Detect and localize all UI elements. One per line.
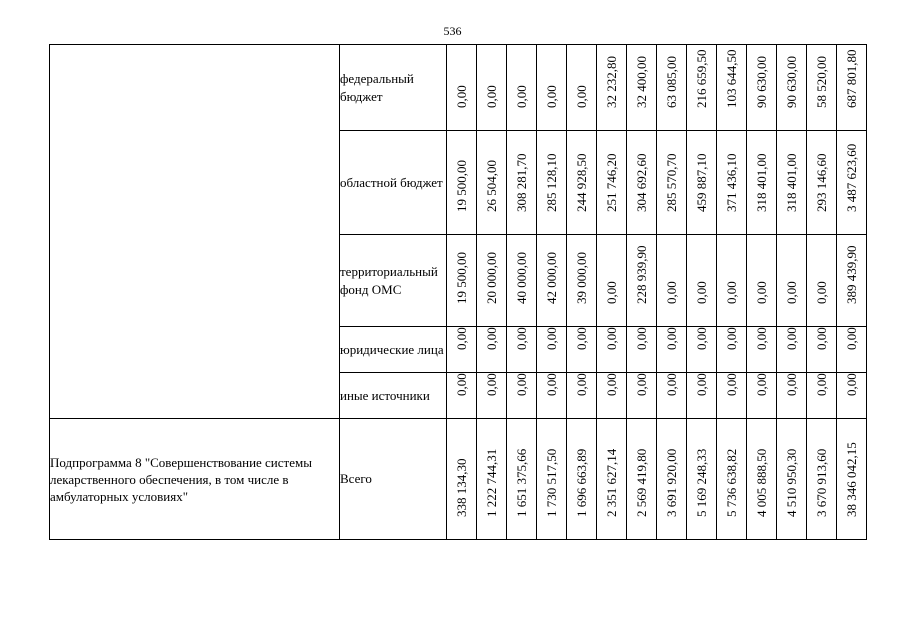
amount-value: 0,00 <box>573 85 589 108</box>
funding-source-cell: юридические лица <box>340 327 447 373</box>
amount-value: 1 730 517,50 <box>543 448 559 517</box>
amount-cell <box>657 419 687 540</box>
amount-cell <box>477 373 507 419</box>
amount-value: 19 500,00 <box>453 252 469 304</box>
funding-source-cell: иные источники <box>340 373 447 419</box>
amount-cell <box>747 235 777 327</box>
amount-cell <box>597 131 627 235</box>
amount-cell <box>537 419 567 540</box>
amount-value: 293 146,60 <box>813 153 829 212</box>
table-row <box>50 419 867 540</box>
subprogram-8-name: Подпрограмма 8 "Совершенствование системы лекарственного обеспечения, в том числе в амбулаторных условиях" <box>50 419 340 540</box>
amount-value: 0,00 <box>783 327 799 350</box>
amount-value: 3 670 913,60 <box>813 448 829 517</box>
amount-value: 5 169 248,33 <box>693 448 709 517</box>
amount-cell <box>717 419 747 540</box>
amount-value: 0,00 <box>813 373 829 396</box>
amount-cell <box>537 45 567 131</box>
amount-value: 285 128,10 <box>543 153 559 212</box>
table-row <box>50 45 867 131</box>
amount-value: 0,00 <box>573 373 589 396</box>
amount-cell <box>567 131 597 235</box>
amount-cell <box>777 235 807 327</box>
amount-value: 32 232,80 <box>603 56 619 108</box>
amount-value: 3 691 920,00 <box>663 448 679 517</box>
amount-cell <box>477 235 507 327</box>
amount-cell <box>657 327 687 373</box>
amount-value: 318 401,00 <box>783 153 799 212</box>
amount-value: 0,00 <box>543 373 559 396</box>
amount-value: 0,00 <box>753 281 769 304</box>
amount-cell <box>447 327 477 373</box>
amount-cell <box>537 235 567 327</box>
amount-cell <box>537 131 567 235</box>
amount-cell <box>567 327 597 373</box>
amount-cell <box>837 45 867 131</box>
amount-cell <box>777 45 807 131</box>
amount-cell <box>747 45 777 131</box>
amount-cell <box>837 235 867 327</box>
amount-value: 0,00 <box>723 281 739 304</box>
amount-value: 338 134,30 <box>453 458 469 517</box>
amount-cell <box>837 419 867 540</box>
amount-cell <box>717 373 747 419</box>
amount-cell <box>837 373 867 419</box>
amount-cell <box>747 373 777 419</box>
amount-value: 285 570,70 <box>663 153 679 212</box>
amount-cell <box>537 373 567 419</box>
amount-value: 0,00 <box>813 281 829 304</box>
amount-value: 42 000,00 <box>543 252 559 304</box>
amount-cell <box>657 45 687 131</box>
amount-cell <box>567 419 597 540</box>
amount-cell <box>807 131 837 235</box>
amount-value: 0,00 <box>663 373 679 396</box>
amount-value: 1 222 744,31 <box>483 448 499 517</box>
amount-value: 63 085,00 <box>663 56 679 108</box>
amount-value: 0,00 <box>663 281 679 304</box>
amount-cell <box>507 419 537 540</box>
amount-value: 0,00 <box>813 327 829 350</box>
amount-value: 244 928,50 <box>573 153 589 212</box>
amount-value: 20 000,00 <box>483 252 499 304</box>
amount-value: 308 281,70 <box>513 153 529 212</box>
amount-cell <box>807 235 837 327</box>
amount-value: 0,00 <box>783 281 799 304</box>
amount-value: 90 630,00 <box>783 56 799 108</box>
amount-cell <box>567 45 597 131</box>
amount-value: 304 692,60 <box>633 153 649 212</box>
amount-value: 0,00 <box>603 327 619 350</box>
amount-value: 40 000,00 <box>513 252 529 304</box>
amount-value: 103 644,50 <box>723 49 739 108</box>
funding-source-cell: областной бюджет <box>340 131 447 235</box>
amount-cell <box>717 327 747 373</box>
amount-value: 3 487 623,60 <box>843 143 859 212</box>
amount-value: 0,00 <box>663 327 679 350</box>
amount-value: 5 736 638,82 <box>723 448 739 517</box>
amount-cell <box>627 45 657 131</box>
amount-cell <box>447 373 477 419</box>
amount-value: 0,00 <box>483 327 499 350</box>
amount-value: 0,00 <box>453 373 469 396</box>
amount-value: 0,00 <box>753 327 769 350</box>
amount-cell <box>807 327 837 373</box>
amount-value: 2 569 419,80 <box>633 448 649 517</box>
amount-cell <box>837 131 867 235</box>
amount-cell <box>597 327 627 373</box>
amount-value: 0,00 <box>693 373 709 396</box>
amount-value: 38 346 042,15 <box>843 442 859 517</box>
amount-value: 0,00 <box>543 85 559 108</box>
amount-value: 0,00 <box>453 327 469 350</box>
amount-value: 90 630,00 <box>753 56 769 108</box>
amount-cell <box>807 419 837 540</box>
amount-value: 0,00 <box>603 373 619 396</box>
amount-value: 0,00 <box>693 327 709 350</box>
amount-cell <box>777 373 807 419</box>
amount-cell <box>447 45 477 131</box>
amount-cell <box>627 327 657 373</box>
amount-cell <box>747 327 777 373</box>
amount-value: 4 510 950,30 <box>783 448 799 517</box>
amount-value: 0,00 <box>633 327 649 350</box>
amount-cell <box>537 327 567 373</box>
amount-cell <box>807 373 837 419</box>
amount-cell <box>627 373 657 419</box>
amount-cell <box>717 131 747 235</box>
funding-source-cell: Всего <box>340 419 447 540</box>
amount-value: 0,00 <box>483 373 499 396</box>
amount-cell <box>657 235 687 327</box>
program-cell <box>50 45 340 419</box>
amount-cell <box>477 327 507 373</box>
amount-cell <box>477 45 507 131</box>
amount-cell <box>657 373 687 419</box>
amount-value: 687 801,80 <box>843 49 859 108</box>
amount-value: 0,00 <box>513 327 529 350</box>
amount-value: 228 939,90 <box>633 245 649 304</box>
budget-table <box>49 44 867 540</box>
amount-value: 0,00 <box>753 373 769 396</box>
amount-cell <box>777 131 807 235</box>
amount-value: 0,00 <box>543 327 559 350</box>
amount-value: 0,00 <box>573 327 589 350</box>
amount-cell <box>507 131 537 235</box>
amount-cell <box>687 419 717 540</box>
amount-value: 0,00 <box>723 327 739 350</box>
amount-cell <box>687 131 717 235</box>
amount-cell <box>717 45 747 131</box>
amount-value: 1 651 375,66 <box>513 448 529 517</box>
amount-cell <box>507 235 537 327</box>
amount-cell <box>447 131 477 235</box>
amount-cell <box>627 419 657 540</box>
amount-cell <box>627 131 657 235</box>
amount-cell <box>687 373 717 419</box>
amount-cell <box>717 235 747 327</box>
amount-value: 318 401,00 <box>753 153 769 212</box>
page-number: 536 <box>443 24 462 38</box>
amount-value: 26 504,00 <box>483 160 499 212</box>
amount-value: 0,00 <box>843 327 859 350</box>
amount-cell <box>477 419 507 540</box>
amount-value: 0,00 <box>513 85 529 108</box>
amount-cell <box>687 235 717 327</box>
amount-cell <box>687 45 717 131</box>
amount-cell <box>807 45 837 131</box>
amount-cell <box>777 419 807 540</box>
amount-cell <box>507 45 537 131</box>
amount-cell <box>597 419 627 540</box>
amount-cell <box>447 235 477 327</box>
amount-cell <box>597 235 627 327</box>
funding-source-cell: территориальный фонд ОМС <box>340 235 447 327</box>
amount-value: 0,00 <box>483 85 499 108</box>
amount-value: 2 351 627,14 <box>603 448 619 517</box>
amount-value: 251 746,20 <box>603 153 619 212</box>
amount-value: 0,00 <box>453 85 469 108</box>
amount-cell <box>597 45 627 131</box>
amount-value: 19 500,00 <box>453 160 469 212</box>
amount-value: 216 659,50 <box>693 49 709 108</box>
amount-cell <box>687 327 717 373</box>
amount-cell <box>627 235 657 327</box>
amount-value: 1 696 663,89 <box>573 448 589 517</box>
amount-value: 0,00 <box>693 281 709 304</box>
amount-cell <box>507 327 537 373</box>
amount-value: 58 520,00 <box>813 56 829 108</box>
amount-value: 32 400,00 <box>633 56 649 108</box>
amount-value: 4 005 888,50 <box>753 448 769 517</box>
amount-value: 371 436,10 <box>723 153 739 212</box>
amount-value: 389 439,90 <box>843 245 859 304</box>
amount-cell <box>567 373 597 419</box>
amount-cell <box>447 419 477 540</box>
amount-value: 0,00 <box>723 373 739 396</box>
amount-value: 0,00 <box>513 373 529 396</box>
amount-value: 459 887,10 <box>693 153 709 212</box>
amount-cell <box>777 327 807 373</box>
amount-cell <box>567 235 597 327</box>
funding-source-cell: федеральный бюджет <box>340 45 447 131</box>
amount-cell <box>657 131 687 235</box>
amount-cell <box>747 131 777 235</box>
amount-cell <box>477 131 507 235</box>
amount-value: 0,00 <box>603 281 619 304</box>
amount-value: 0,00 <box>843 373 859 396</box>
amount-value: 0,00 <box>783 373 799 396</box>
amount-value: 39 000,00 <box>573 252 589 304</box>
amount-value: 0,00 <box>633 373 649 396</box>
amount-cell <box>507 373 537 419</box>
amount-cell <box>597 373 627 419</box>
amount-cell <box>837 327 867 373</box>
amount-cell <box>747 419 777 540</box>
